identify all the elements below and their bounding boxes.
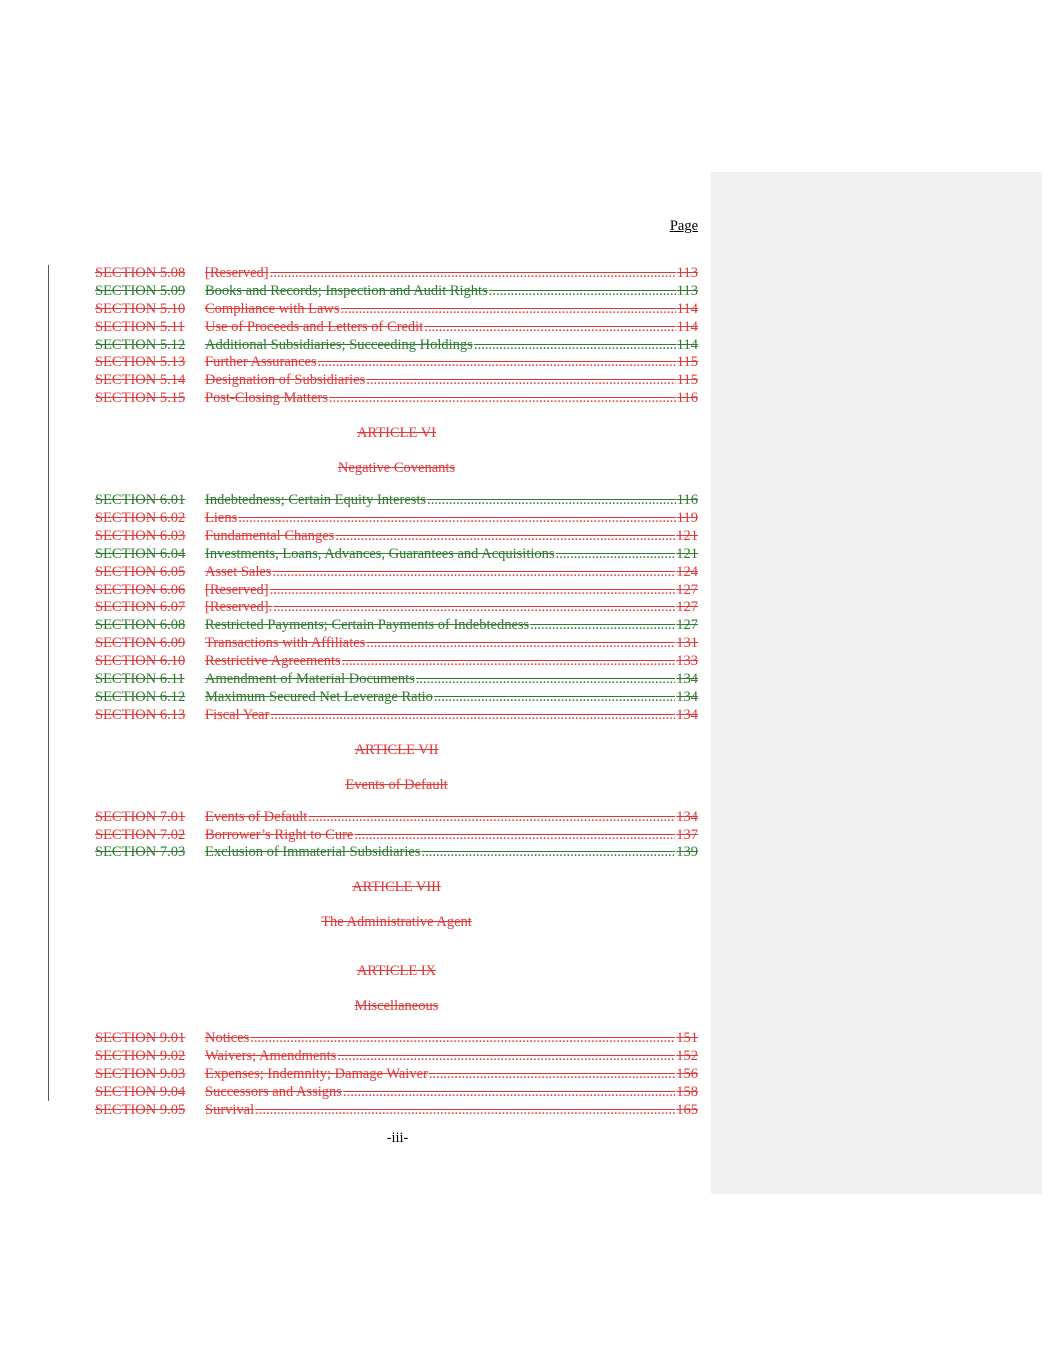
section-number: SECTION 6.02 xyxy=(95,510,186,527)
article-subtitle: Events of Default xyxy=(345,776,448,793)
section-number: SECTION 5.08 xyxy=(95,265,186,281)
spacer xyxy=(95,1015,698,1030)
dot-leader xyxy=(270,582,676,600)
article-subtitle: The Administrative Agent xyxy=(321,914,472,931)
section-title: Additional Subsidiaries; Succeeding Holdings xyxy=(205,336,473,353)
toc-entry xyxy=(95,827,698,845)
section-number: SECTION 6.12 xyxy=(95,688,186,705)
section-title: Fiscal Year xyxy=(205,706,270,723)
section-number: SECTION 6.04 xyxy=(95,545,186,562)
section-title: Books and Records; Inspection and Audit Rights xyxy=(205,282,488,299)
toc-entry xyxy=(95,546,698,564)
page-number: 127 xyxy=(676,599,698,616)
page-number: 113 xyxy=(676,282,698,299)
spacer xyxy=(95,794,698,809)
section-title: Notices xyxy=(205,1030,250,1047)
spacer xyxy=(95,477,698,492)
section-title: Designation of Subsidiaries xyxy=(205,372,366,389)
section-title: Post-Closing Matters xyxy=(205,390,328,407)
spacer xyxy=(95,896,698,913)
page-number: 127 xyxy=(676,581,698,598)
section-number: SECTION 5.12 xyxy=(95,336,186,353)
dot-leader xyxy=(270,265,676,283)
toc-entry xyxy=(95,635,698,653)
dot-leader xyxy=(343,1084,675,1102)
toc-entry xyxy=(95,1048,698,1066)
dot-leader xyxy=(489,283,676,301)
spacer xyxy=(95,980,698,997)
toc-entry xyxy=(95,301,698,319)
section-number: SECTION 6.09 xyxy=(95,635,186,652)
dot-leader xyxy=(255,1102,675,1120)
dot-leader xyxy=(272,564,675,582)
section-title: Use of Proceeds and Letters of Credit xyxy=(205,318,424,335)
section-number: SECTION 6.11 xyxy=(95,671,185,688)
spacer xyxy=(95,931,698,946)
dot-leader xyxy=(366,372,675,390)
section-number: SECTION 9.02 xyxy=(95,1048,186,1065)
dot-leader xyxy=(474,337,676,355)
section-number: SECTION 7.02 xyxy=(95,826,186,843)
spacer xyxy=(95,725,698,741)
toc-entry xyxy=(95,265,698,283)
toc-entry xyxy=(95,599,698,617)
toc-entry xyxy=(95,1102,698,1120)
dot-leader xyxy=(342,653,676,671)
section-title: Borrower’s Right to Cure xyxy=(205,826,354,843)
section-number: SECTION 9.01 xyxy=(95,1030,186,1047)
toc-entry xyxy=(95,653,698,671)
dot-leader xyxy=(416,671,675,689)
page-number: 134 xyxy=(676,671,698,688)
section-title: Maximum Secured Net Leverage Ratio xyxy=(205,688,433,705)
spacer xyxy=(95,408,698,424)
page-number: 156 xyxy=(676,1066,698,1083)
section-title: Liens xyxy=(205,510,238,527)
page-number: 134 xyxy=(676,808,698,825)
toc-entry xyxy=(95,809,698,827)
toc-entry xyxy=(95,617,698,635)
page-number: 151 xyxy=(676,1030,698,1047)
section-number: SECTION 5.11 xyxy=(95,318,185,335)
article-heading: ARTICLE VII xyxy=(354,741,439,758)
toc-entry xyxy=(95,390,698,408)
section-title: Restricted Payments; Certain Payments of Indebtedness xyxy=(205,617,530,634)
section-number: SECTION 6.06 xyxy=(95,581,186,598)
section-title: Amendment of Material Documents xyxy=(205,671,415,688)
page-number: 134 xyxy=(676,688,698,705)
table-of-contents xyxy=(95,265,698,1120)
dot-leader xyxy=(318,354,676,372)
page-number: 158 xyxy=(676,1084,698,1101)
toc-entry xyxy=(95,564,698,582)
section-number: SECTION 5.10 xyxy=(95,300,186,317)
page-number: 137 xyxy=(676,826,698,843)
toc-entry xyxy=(95,354,698,372)
dot-leader xyxy=(341,301,676,319)
toc-entry xyxy=(95,528,698,546)
article-heading: ARTICLE IX xyxy=(356,963,437,980)
toc-entry xyxy=(95,844,698,862)
dot-leader xyxy=(308,809,675,827)
toc-entry xyxy=(95,689,698,707)
dot-leader xyxy=(427,492,676,510)
spacer xyxy=(95,759,698,776)
spacer xyxy=(95,442,698,459)
section-number: SECTION 6.03 xyxy=(95,527,186,544)
dot-leader xyxy=(270,707,675,725)
dot-leader xyxy=(424,319,676,337)
dot-leader xyxy=(421,844,675,862)
page-number: 134 xyxy=(676,706,698,723)
page-number: 121 xyxy=(676,545,698,562)
section-title: Restrictive Agreements xyxy=(205,653,341,670)
section-title: Exclusion of Immaterial Subsidiaries xyxy=(205,844,421,861)
page-number: 131 xyxy=(676,635,698,652)
section-title: Compliance with Laws xyxy=(205,300,340,317)
section-number: SECTION 5.09 xyxy=(95,282,186,299)
comment-pane xyxy=(711,172,1042,1194)
page-number: 114 xyxy=(676,318,698,335)
page-number: 124 xyxy=(676,563,698,580)
section-title: [Reserved]. xyxy=(205,599,273,616)
page-column-label: Page xyxy=(669,218,698,234)
article-subtitle: Negative Covenants xyxy=(337,460,456,477)
page-number: 139 xyxy=(676,844,698,861)
section-title: Indebtedness; Certain Equity Interests xyxy=(205,492,427,509)
toc-entry xyxy=(95,372,698,390)
dot-leader xyxy=(337,1048,675,1066)
section-title: Fundamental Changes xyxy=(205,527,335,544)
dot-leader xyxy=(366,635,675,653)
spacer xyxy=(95,946,698,962)
dot-leader xyxy=(329,390,676,408)
page-number: 116 xyxy=(676,390,698,407)
section-title: [Reserved] xyxy=(205,265,269,281)
toc-entry xyxy=(95,1066,698,1084)
article-heading: ARTICLE VI xyxy=(356,425,436,442)
toc-entry xyxy=(95,492,698,510)
section-title: Asset Sales xyxy=(205,563,272,580)
dot-leader xyxy=(429,1066,675,1084)
page-number-footer: -iii- xyxy=(386,1130,409,1146)
section-number: SECTION 5.14 xyxy=(95,372,186,389)
page-number: 121 xyxy=(676,527,698,544)
toc-entry xyxy=(95,337,698,355)
toc-entry xyxy=(95,707,698,725)
section-title: Events of Default xyxy=(205,808,308,825)
page-number: 165 xyxy=(676,1101,698,1118)
section-title: Survival xyxy=(205,1101,255,1118)
dot-leader xyxy=(556,546,676,564)
section-title: Expenses; Indemnity; Damage Waiver xyxy=(205,1066,428,1083)
dot-leader xyxy=(238,510,676,528)
section-number: SECTION 5.15 xyxy=(95,390,186,407)
toc-entry xyxy=(95,671,698,689)
page-number: 115 xyxy=(676,354,698,371)
section-number: SECTION 6.01 xyxy=(95,492,186,509)
section-number: SECTION 6.07 xyxy=(95,599,186,616)
section-number: SECTION 6.13 xyxy=(95,706,186,723)
toc-entry xyxy=(95,510,698,528)
section-title: [Reserved] xyxy=(205,581,269,598)
article-subtitle: Miscellaneous xyxy=(354,998,439,1015)
toc-entry xyxy=(95,1084,698,1102)
toc-entry xyxy=(95,1030,698,1048)
dot-leader xyxy=(335,528,675,546)
toc-entry xyxy=(95,319,698,337)
page-number: 113 xyxy=(676,265,698,281)
section-title: Transactions with Affiliates xyxy=(205,635,366,652)
section-number: SECTION 9.04 xyxy=(95,1084,186,1101)
page-number: 119 xyxy=(676,510,698,527)
section-number: SECTION 7.03 xyxy=(95,844,186,861)
page-number: 116 xyxy=(676,492,698,509)
section-number: SECTION 9.05 xyxy=(95,1101,186,1118)
dot-leader xyxy=(250,1030,675,1048)
section-title: Successors and Assigns xyxy=(205,1084,342,1101)
article-heading: ARTICLE VIII xyxy=(352,879,441,896)
section-title: Waivers; Amendments xyxy=(205,1048,337,1065)
dot-leader xyxy=(354,827,675,845)
page-number: 114 xyxy=(676,336,698,353)
section-number: SECTION 9.03 xyxy=(95,1066,186,1083)
dot-leader xyxy=(530,617,675,635)
page-number: 114 xyxy=(676,300,698,317)
page-number: 115 xyxy=(676,372,698,389)
spacer xyxy=(95,862,698,878)
dot-leader xyxy=(273,599,675,617)
section-number: SECTION 5.13 xyxy=(95,354,186,371)
toc-entry xyxy=(95,582,698,600)
section-number: SECTION 7.01 xyxy=(95,808,186,825)
toc-entry xyxy=(95,283,698,301)
page-number: 133 xyxy=(676,653,698,670)
section-number: SECTION 6.05 xyxy=(95,563,186,580)
page-number: 152 xyxy=(676,1048,698,1065)
section-number: SECTION 6.08 xyxy=(95,617,186,634)
page-number: 127 xyxy=(676,617,698,634)
section-number: SECTION 6.10 xyxy=(95,653,186,670)
dot-leader xyxy=(434,689,675,707)
section-title: Investments, Loans, Advances, Guarantees and Acquisitions xyxy=(205,545,555,562)
section-title: Further Assurances xyxy=(205,354,317,371)
change-bar xyxy=(48,265,49,1101)
